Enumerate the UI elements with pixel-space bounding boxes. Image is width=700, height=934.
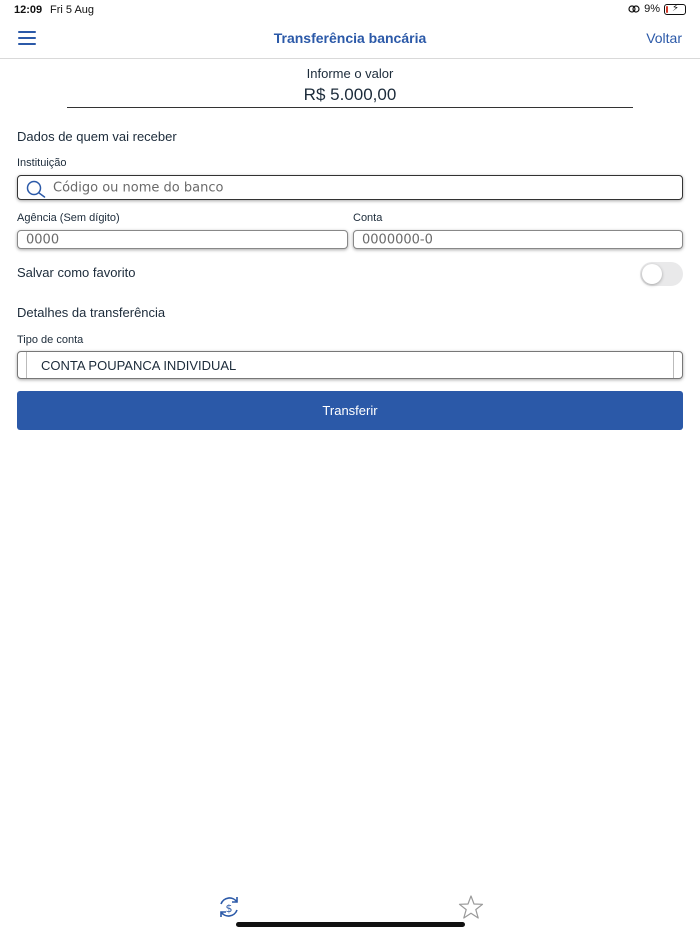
account-type-select[interactable] [17, 351, 683, 379]
battery-percent: 9% [644, 3, 660, 15]
favorite-toggle[interactable] [640, 262, 683, 286]
battery-fill [666, 6, 668, 13]
charging-icon: ⚡ [672, 2, 680, 14]
agency-input[interactable] [17, 230, 348, 249]
status-bar [0, 0, 700, 20]
agency-label: Agência (Sem dígito) [17, 212, 120, 224]
amount-underline [67, 107, 633, 108]
transfer-button[interactable]: Transferir [17, 391, 683, 430]
amount-label: Informe o valor [306, 66, 394, 81]
favorite-label: Salvar como favorito [17, 265, 136, 280]
star-icon[interactable] [458, 894, 484, 920]
account-type-label: Tipo de conta [17, 334, 84, 346]
page-title: Transferência bancária [273, 30, 427, 46]
agency-placeholder: 0000 [26, 232, 60, 247]
institution-label: Instituição [17, 157, 67, 169]
navigation-bar [0, 20, 700, 59]
account-label: Conta [353, 212, 383, 224]
account-input[interactable] [353, 230, 683, 249]
status-right [628, 3, 686, 15]
status-date: Fri 5 Aug [50, 4, 95, 16]
institution-search-input[interactable] [17, 175, 683, 200]
home-indicator [236, 922, 465, 927]
battery-icon [664, 4, 686, 15]
status-time: 12:09 [14, 4, 43, 16]
transfer-icon[interactable] [216, 894, 242, 920]
account-placeholder: 0000000-0 [362, 232, 433, 247]
svg-text:$: $ [225, 902, 233, 915]
toggle-knob [642, 264, 662, 284]
account-type-value: CONTA POUPANCA INDIVIDUAL [41, 358, 237, 373]
institution-placeholder: Código ou nome do banco [53, 180, 224, 195]
select-inner [26, 352, 674, 378]
back-button[interactable]: Voltar [646, 30, 682, 46]
recipient-section-title: Dados de quem vai receber [17, 129, 177, 144]
details-section-title: Detalhes da transferência [17, 305, 166, 320]
search-icon [26, 180, 46, 198]
link-icon [628, 4, 640, 14]
amount-input[interactable]: R$ 5.000,00 [303, 85, 397, 104]
